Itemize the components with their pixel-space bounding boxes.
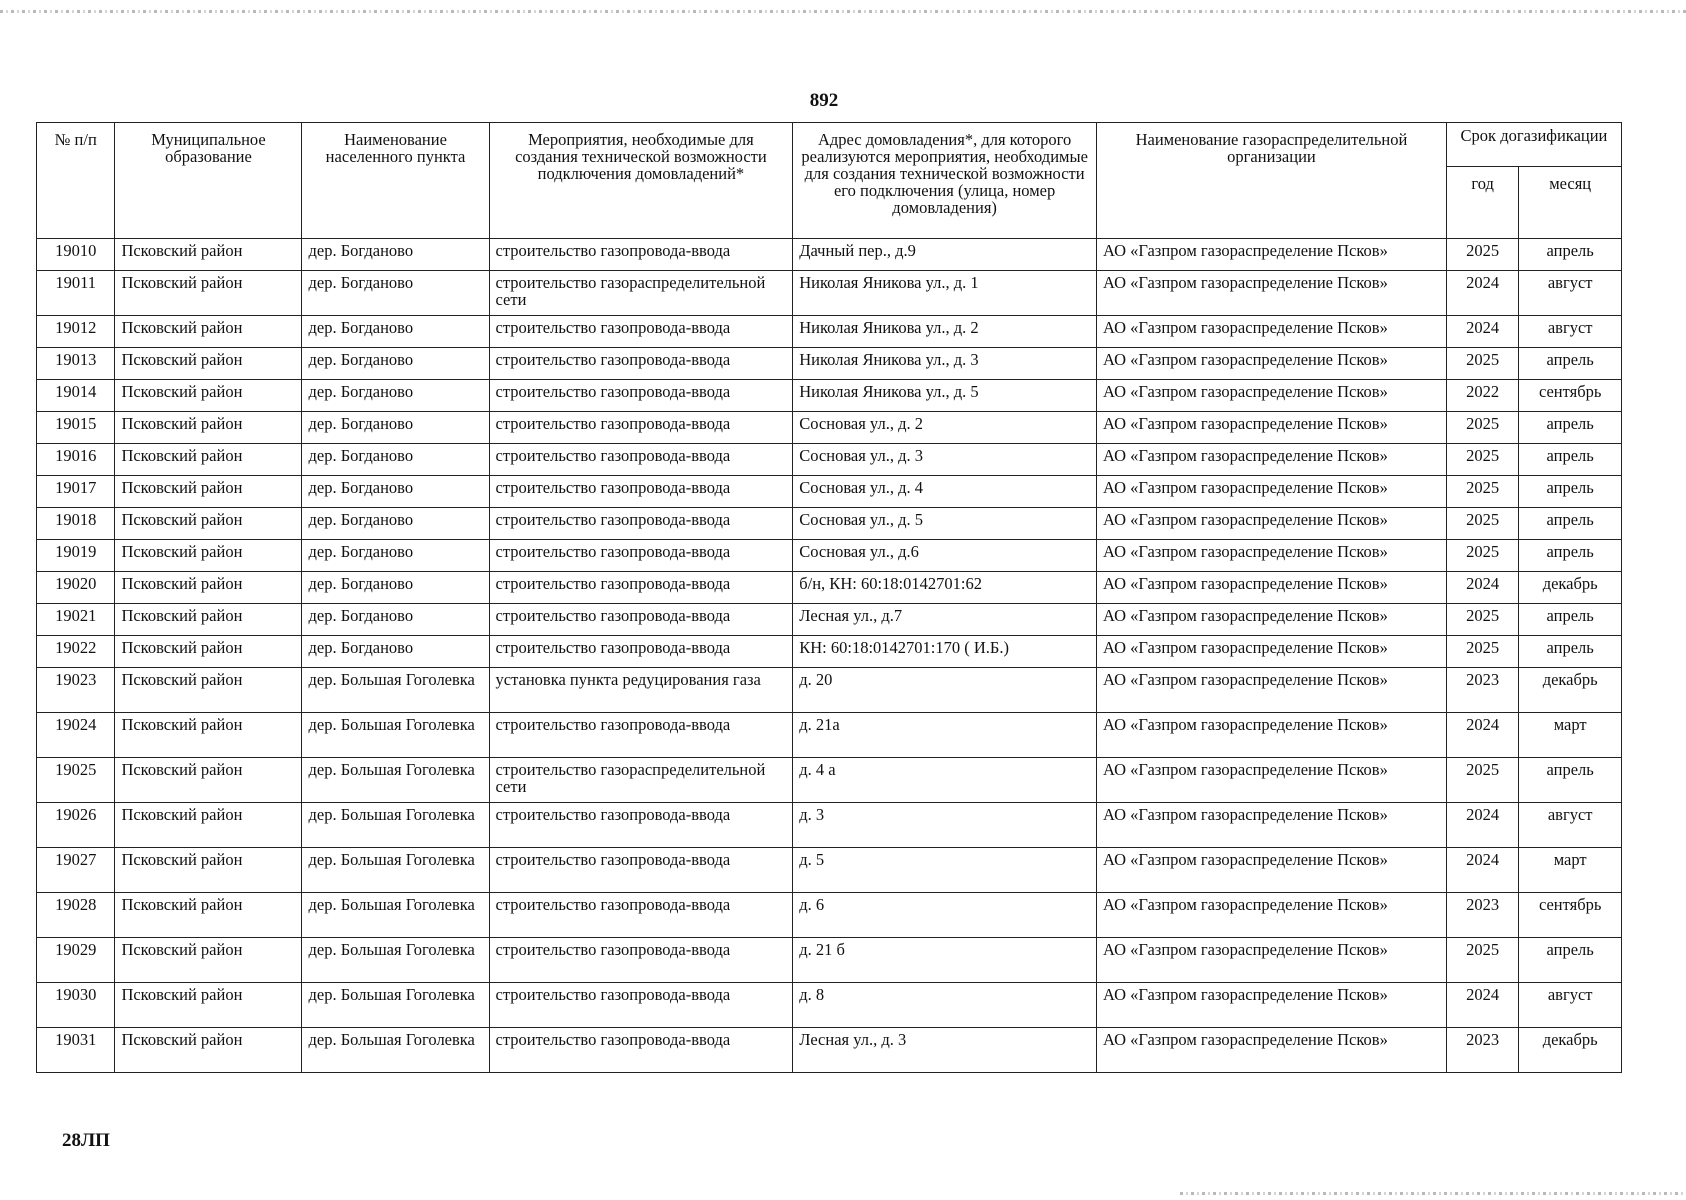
table-row <box>37 604 1622 636</box>
cell-address: д. 4 а <box>793 758 1097 803</box>
cell-year: 2024 <box>1446 572 1518 604</box>
cell-settlement: дер. Большая Гоголевка <box>302 848 489 893</box>
cell-num: 19020 <box>37 572 115 604</box>
cell-year: 2024 <box>1446 983 1518 1028</box>
gasification-table <box>36 122 1622 1073</box>
cell-settlement: дер. Богданово <box>302 508 489 540</box>
table-row <box>37 572 1622 604</box>
cell-address: Николая Яникова ул., д. 1 <box>793 271 1097 316</box>
cell-measure: строительство газопровода-ввода <box>489 636 793 668</box>
header-num: № п/п <box>37 123 115 239</box>
page-number: 892 <box>809 90 839 111</box>
cell-month: декабрь <box>1519 1028 1622 1073</box>
cell-year: 2023 <box>1446 668 1518 713</box>
cell-month: апрель <box>1519 348 1622 380</box>
cell-num: 19030 <box>37 983 115 1028</box>
cell-measure: строительство газопровода-ввода <box>489 604 793 636</box>
cell-month: апрель <box>1519 508 1622 540</box>
cell-municipality: Псковский район <box>115 604 302 636</box>
cell-month: апрель <box>1519 412 1622 444</box>
cell-month: март <box>1519 713 1622 758</box>
cell-measure: строительство газопровода-ввода <box>489 938 793 983</box>
cell-organization: АО «Газпром газораспределение Псков» <box>1096 983 1446 1028</box>
cell-settlement: дер. Богданово <box>302 316 489 348</box>
cell-num: 19018 <box>37 508 115 540</box>
cell-address: д. 21а <box>793 713 1097 758</box>
cell-organization: АО «Газпром газораспределение Псков» <box>1096 803 1446 848</box>
cell-municipality: Псковский район <box>115 239 302 271</box>
cell-measure: строительство газопровода-ввода <box>489 239 793 271</box>
cell-settlement: дер. Богданово <box>302 636 489 668</box>
cell-address: Сосновая ул., д. 4 <box>793 476 1097 508</box>
header-deadline: Срок догазификации <box>1446 123 1621 167</box>
cell-month: август <box>1519 983 1622 1028</box>
cell-measure: строительство газопровода-ввода <box>489 848 793 893</box>
table-row <box>37 938 1622 983</box>
cell-num: 19025 <box>37 758 115 803</box>
cell-settlement: дер. Большая Гоголевка <box>302 1028 489 1073</box>
cell-year: 2025 <box>1446 348 1518 380</box>
cell-month: декабрь <box>1519 668 1622 713</box>
cell-address: Николая Яникова ул., д. 5 <box>793 380 1097 412</box>
cell-municipality: Псковский район <box>115 316 302 348</box>
cell-organization: АО «Газпром газораспределение Псков» <box>1096 348 1446 380</box>
cell-num: 19029 <box>37 938 115 983</box>
cell-measure: строительство газопровода-ввода <box>489 1028 793 1073</box>
cell-month: апрель <box>1519 444 1622 476</box>
cell-municipality: Псковский район <box>115 848 302 893</box>
cell-measure: строительство газопровода-ввода <box>489 380 793 412</box>
cell-address: Николая Яникова ул., д. 3 <box>793 348 1097 380</box>
cell-measure: строительство газораспределительной сети <box>489 758 793 803</box>
cell-address: Сосновая ул., д. 5 <box>793 508 1097 540</box>
cell-year: 2025 <box>1446 444 1518 476</box>
cell-settlement: дер. Богданово <box>302 239 489 271</box>
cell-municipality: Псковский район <box>115 668 302 713</box>
cell-organization: АО «Газпром газораспределение Псков» <box>1096 412 1446 444</box>
header-address: Адрес домовладения*, для которого реализуются мероприятия, необходимые для создания технической возможности его подключения (улица, номер домовладения) <box>793 123 1097 239</box>
table-row <box>37 1028 1622 1073</box>
table-row <box>37 271 1622 316</box>
cell-address: Лесная ул., д.7 <box>793 604 1097 636</box>
cell-organization: АО «Газпром газораспределение Псков» <box>1096 713 1446 758</box>
cell-num: 19014 <box>37 380 115 412</box>
cell-address: КН: 60:18:0142701:170 ( И.Б.) <box>793 636 1097 668</box>
cell-municipality: Псковский район <box>115 893 302 938</box>
table-row <box>37 380 1622 412</box>
cell-organization: АО «Газпром газораспределение Псков» <box>1096 636 1446 668</box>
cell-year: 2024 <box>1446 803 1518 848</box>
cell-organization: АО «Газпром газораспределение Псков» <box>1096 938 1446 983</box>
cell-settlement: дер. Большая Гоголевка <box>302 668 489 713</box>
cell-measure: строительство газопровода-ввода <box>489 316 793 348</box>
header-settlement: Наименование населенного пункта <box>302 123 489 239</box>
cell-address: д. 3 <box>793 803 1097 848</box>
cell-year: 2025 <box>1446 239 1518 271</box>
header-month: месяц <box>1519 167 1622 239</box>
cell-year: 2025 <box>1446 508 1518 540</box>
cell-measure: строительство газопровода-ввода <box>489 572 793 604</box>
cell-settlement: дер. Большая Гоголевка <box>302 983 489 1028</box>
cell-year: 2025 <box>1446 636 1518 668</box>
cell-year: 2024 <box>1446 713 1518 758</box>
cell-measure: строительство газопровода-ввода <box>489 803 793 848</box>
table-row <box>37 348 1622 380</box>
cell-municipality: Псковский район <box>115 572 302 604</box>
cell-measure: строительство газопровода-ввода <box>489 476 793 508</box>
cell-year: 2022 <box>1446 380 1518 412</box>
cell-year: 2024 <box>1446 848 1518 893</box>
cell-month: апрель <box>1519 476 1622 508</box>
cell-num: 19010 <box>37 239 115 271</box>
cell-measure: строительство газораспределительной сети <box>489 271 793 316</box>
cell-month: апрель <box>1519 938 1622 983</box>
cell-month: апрель <box>1519 604 1622 636</box>
cell-year: 2024 <box>1446 316 1518 348</box>
scan-edge-bottom <box>1180 1192 1686 1195</box>
cell-num: 19028 <box>37 893 115 938</box>
cell-settlement: дер. Богданово <box>302 604 489 636</box>
cell-num: 19027 <box>37 848 115 893</box>
cell-municipality: Псковский район <box>115 540 302 572</box>
cell-address: Лесная ул., д. 3 <box>793 1028 1097 1073</box>
cell-month: апрель <box>1519 758 1622 803</box>
cell-num: 19012 <box>37 316 115 348</box>
cell-year: 2025 <box>1446 540 1518 572</box>
cell-address: Сосновая ул., д.6 <box>793 540 1097 572</box>
cell-organization: АО «Газпром газораспределение Псков» <box>1096 572 1446 604</box>
cell-address: Сосновая ул., д. 2 <box>793 412 1097 444</box>
cell-num: 19022 <box>37 636 115 668</box>
cell-organization: АО «Газпром газораспределение Псков» <box>1096 604 1446 636</box>
cell-month: сентябрь <box>1519 380 1622 412</box>
table-row <box>37 848 1622 893</box>
table-row <box>37 476 1622 508</box>
cell-year: 2025 <box>1446 938 1518 983</box>
cell-measure: строительство газопровода-ввода <box>489 348 793 380</box>
cell-month: апрель <box>1519 636 1622 668</box>
table-row <box>37 316 1622 348</box>
cell-organization: АО «Газпром газораспределение Псков» <box>1096 239 1446 271</box>
header-measures: Мероприятия, необходимые для создания технической возможности подключения домовладений* <box>489 123 793 239</box>
header-year: год <box>1446 167 1518 239</box>
cell-address: Дачный пер., д.9 <box>793 239 1097 271</box>
cell-month: август <box>1519 271 1622 316</box>
cell-year: 2025 <box>1446 412 1518 444</box>
cell-num: 19016 <box>37 444 115 476</box>
table-row <box>37 540 1622 572</box>
cell-settlement: дер. Большая Гоголевка <box>302 938 489 983</box>
cell-settlement: дер. Большая Гоголевка <box>302 758 489 803</box>
cell-municipality: Псковский район <box>115 636 302 668</box>
cell-organization: АО «Газпром газораспределение Псков» <box>1096 271 1446 316</box>
cell-measure: строительство газопровода-ввода <box>489 983 793 1028</box>
cell-municipality: Псковский район <box>115 444 302 476</box>
table-row <box>37 412 1622 444</box>
cell-measure: строительство газопровода-ввода <box>489 893 793 938</box>
cell-year: 2023 <box>1446 893 1518 938</box>
cell-organization: АО «Газпром газораспределение Псков» <box>1096 444 1446 476</box>
cell-organization: АО «Газпром газораспределение Псков» <box>1096 316 1446 348</box>
cell-municipality: Псковский район <box>115 348 302 380</box>
cell-address: д. 5 <box>793 848 1097 893</box>
cell-year: 2023 <box>1446 1028 1518 1073</box>
cell-month: март <box>1519 848 1622 893</box>
cell-municipality: Псковский район <box>115 476 302 508</box>
cell-organization: АО «Газпром газораспределение Псков» <box>1096 668 1446 713</box>
cell-municipality: Псковский район <box>115 758 302 803</box>
cell-organization: АО «Газпром газораспределение Псков» <box>1096 1028 1446 1073</box>
table-row <box>37 893 1622 938</box>
cell-settlement: дер. Богданово <box>302 540 489 572</box>
cell-address: д. 8 <box>793 983 1097 1028</box>
cell-municipality: Псковский район <box>115 1028 302 1073</box>
cell-num: 19026 <box>37 803 115 848</box>
cell-year: 2025 <box>1446 758 1518 803</box>
footer-code: 28ЛП <box>62 1130 110 1151</box>
cell-year: 2025 <box>1446 476 1518 508</box>
cell-num: 19021 <box>37 604 115 636</box>
cell-settlement: дер. Богданово <box>302 444 489 476</box>
cell-organization: АО «Газпром газораспределение Псков» <box>1096 508 1446 540</box>
cell-address: д. 21 б <box>793 938 1097 983</box>
table-row <box>37 983 1622 1028</box>
cell-settlement: дер. Богданово <box>302 348 489 380</box>
cell-settlement: дер. Богданово <box>302 380 489 412</box>
cell-num: 19023 <box>37 668 115 713</box>
table-row <box>37 668 1622 713</box>
cell-address: Николая Яникова ул., д. 2 <box>793 316 1097 348</box>
cell-settlement: дер. Богданово <box>302 412 489 444</box>
cell-address: б/н, КН: 60:18:0142701:62 <box>793 572 1097 604</box>
table-row <box>37 758 1622 803</box>
cell-num: 19013 <box>37 348 115 380</box>
cell-organization: АО «Газпром газораспределение Псков» <box>1096 848 1446 893</box>
cell-settlement: дер. Большая Гоголевка <box>302 803 489 848</box>
cell-measure: строительство газопровода-ввода <box>489 412 793 444</box>
header-municipality: Муниципальное образование <box>115 123 302 239</box>
cell-municipality: Псковский район <box>115 983 302 1028</box>
cell-num: 19015 <box>37 412 115 444</box>
cell-organization: АО «Газпром газораспределение Псков» <box>1096 893 1446 938</box>
cell-settlement: дер. Богданово <box>302 572 489 604</box>
cell-organization: АО «Газпром газораспределение Псков» <box>1096 476 1446 508</box>
cell-month: август <box>1519 803 1622 848</box>
cell-address: д. 20 <box>793 668 1097 713</box>
cell-measure: строительство газопровода-ввода <box>489 444 793 476</box>
cell-organization: АО «Газпром газораспределение Псков» <box>1096 758 1446 803</box>
cell-measure: установка пункта редуцирования газа <box>489 668 793 713</box>
cell-month: декабрь <box>1519 572 1622 604</box>
cell-municipality: Псковский район <box>115 412 302 444</box>
cell-num: 19024 <box>37 713 115 758</box>
cell-municipality: Псковский район <box>115 508 302 540</box>
cell-num: 19031 <box>37 1028 115 1073</box>
cell-organization: АО «Газпром газораспределение Псков» <box>1096 540 1446 572</box>
cell-settlement: дер. Большая Гоголевка <box>302 713 489 758</box>
cell-month: апрель <box>1519 540 1622 572</box>
table-row <box>37 636 1622 668</box>
cell-num: 19011 <box>37 271 115 316</box>
cell-settlement: дер. Большая Гоголевка <box>302 893 489 938</box>
table-row <box>37 239 1622 271</box>
cell-year: 2025 <box>1446 604 1518 636</box>
cell-municipality: Псковский район <box>115 271 302 316</box>
cell-measure: строительство газопровода-ввода <box>489 713 793 758</box>
cell-year: 2024 <box>1446 271 1518 316</box>
table-row <box>37 803 1622 848</box>
table-row <box>37 713 1622 758</box>
table-row <box>37 508 1622 540</box>
scan-edge-top <box>0 10 1686 13</box>
cell-municipality: Псковский район <box>115 380 302 412</box>
cell-settlement: дер. Богданово <box>302 271 489 316</box>
cell-settlement: дер. Богданово <box>302 476 489 508</box>
cell-address: Сосновая ул., д. 3 <box>793 444 1097 476</box>
cell-municipality: Псковский район <box>115 803 302 848</box>
cell-month: апрель <box>1519 239 1622 271</box>
cell-num: 19017 <box>37 476 115 508</box>
table-row <box>37 444 1622 476</box>
cell-measure: строительство газопровода-ввода <box>489 508 793 540</box>
cell-municipality: Псковский район <box>115 713 302 758</box>
cell-organization: АО «Газпром газораспределение Псков» <box>1096 380 1446 412</box>
cell-address: д. 6 <box>793 893 1097 938</box>
header-organization: Наименование газораспределительной организации <box>1096 123 1446 239</box>
cell-month: сентябрь <box>1519 893 1622 938</box>
cell-num: 19019 <box>37 540 115 572</box>
cell-month: август <box>1519 316 1622 348</box>
cell-municipality: Псковский район <box>115 938 302 983</box>
table-body <box>37 239 1622 1073</box>
cell-measure: строительство газопровода-ввода <box>489 540 793 572</box>
